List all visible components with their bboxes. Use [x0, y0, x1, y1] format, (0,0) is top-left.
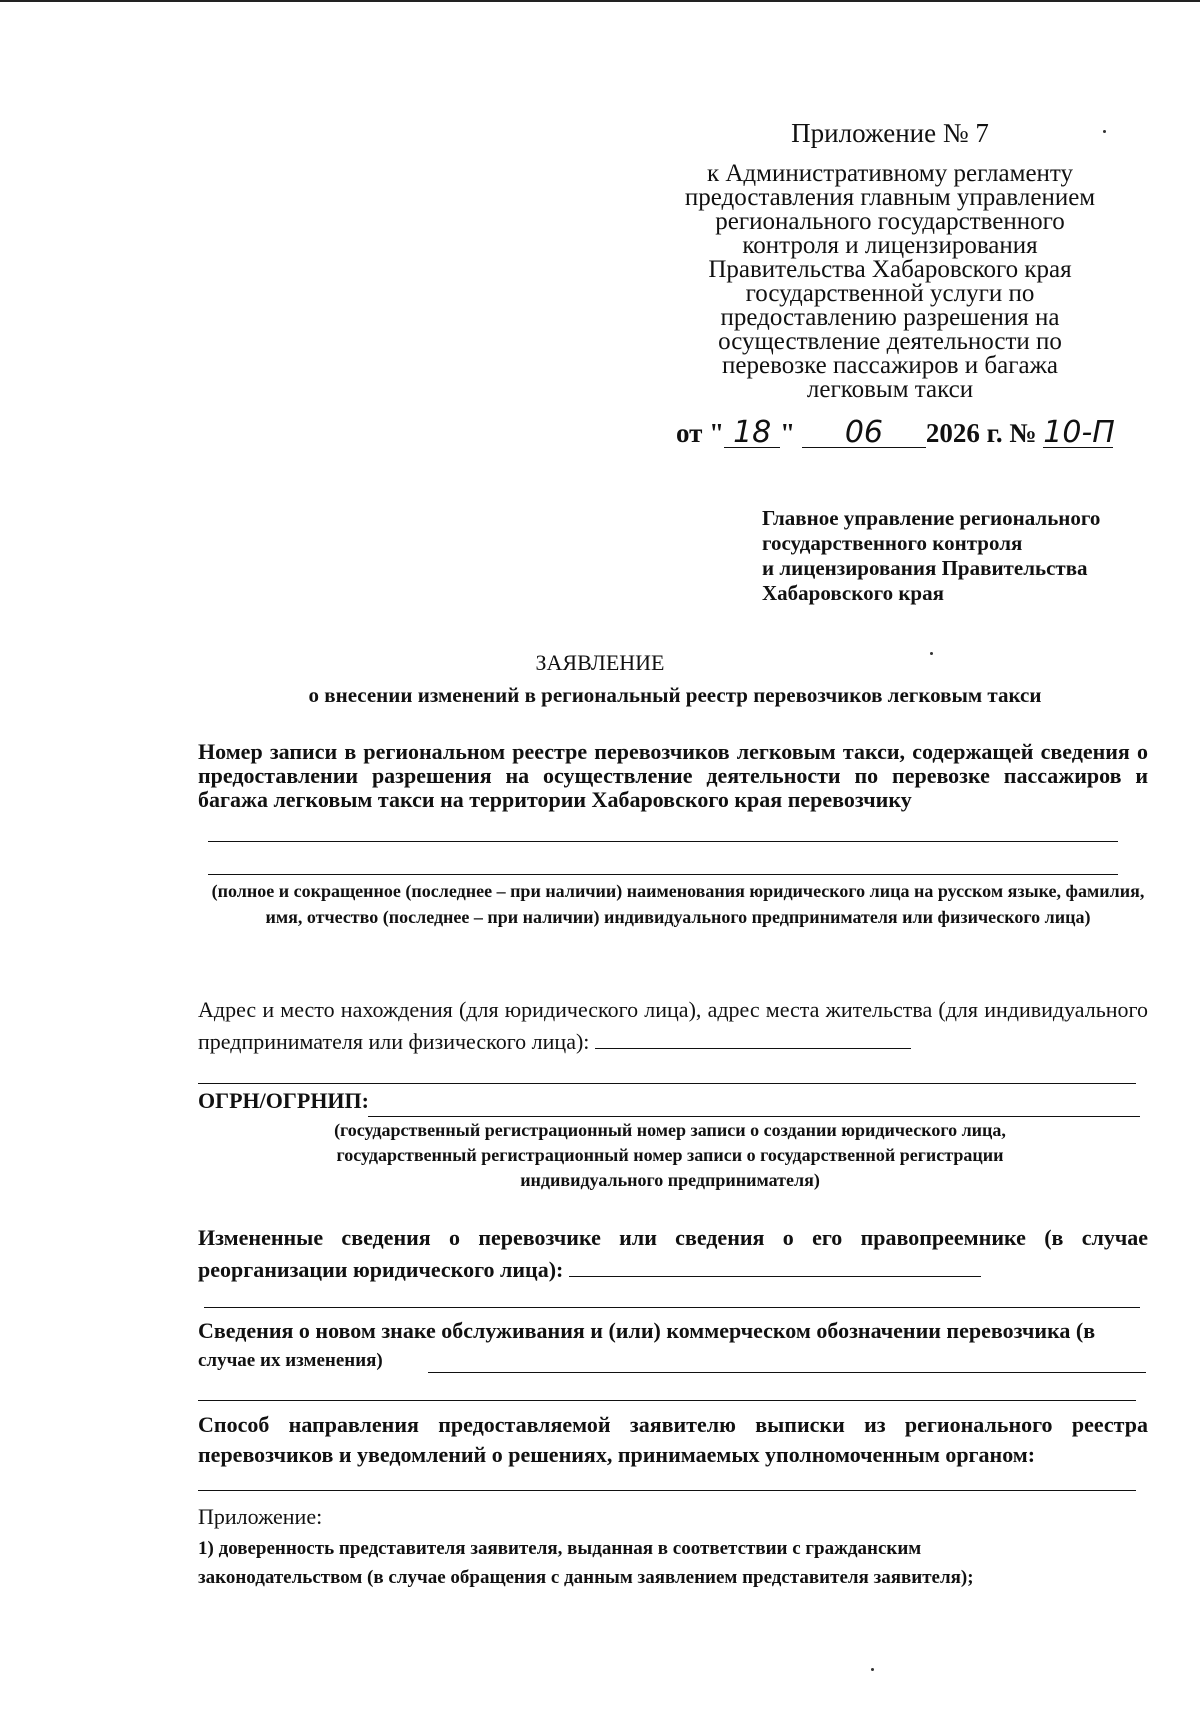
addressee-line: Хабаровского края [762, 581, 944, 605]
ogrn-fill-line[interactable] [368, 1116, 1140, 1117]
scan-edge [0, 0, 1200, 2]
method-fill-line[interactable] [198, 1490, 1136, 1491]
annex-line: регионального государственного [715, 208, 1065, 235]
ogrn-label: ОГРН/ОГРНИП: [198, 1088, 369, 1113]
changed-paragraph [198, 1222, 1148, 1286]
attachment-item-1a: 1) доверенность представителя заявителя, выданная в соответствии с гражданским [198, 1538, 922, 1559]
changed-text: Измененные сведения о перевозчике или сведения о его правопреемнике (в случае реорганизации юридического лица): [198, 1225, 1148, 1282]
mark-fill-line[interactable] [198, 1400, 1136, 1401]
address-fill-inline[interactable] [595, 1028, 911, 1049]
annex-line: к Административному регламенту [706, 160, 1074, 187]
name-caption: (полное и сокращенное (последнее – при наличии) наименования юридического лица на русском языке, фамилия, имя, отчество (последнее – при наличии) индивидуального предпринимателя или физического лица) [211, 881, 1145, 927]
changed-fill-inline[interactable] [569, 1256, 981, 1277]
address-text: Адрес и место нахождения (для юридического лица), адрес места жительства (для индивидуального предпринимателя или физического лица): [198, 997, 1148, 1054]
document-title: ЗАЯВЛЕНИЕ [535, 650, 665, 675]
ogrn-caption: (государственный регистрационный номер записи о создании юридического лица, государственный регистрационный номер записи о государственной регистрации индивидуального предпринимателя) [334, 1120, 1006, 1190]
scan-speck [930, 652, 933, 655]
addressee-line: государственного контроля [762, 531, 1023, 555]
mark-paragraph-line1: Сведения о новом знаке обслуживания и (или) коммерческом обозначении перевозчика (в [198, 1318, 1096, 1343]
order-number: 10-П [1043, 415, 1115, 450]
date-mid: " [780, 418, 796, 448]
annex-lines [640, 162, 1140, 402]
scan-speck [1103, 130, 1106, 133]
addressee-line: и лицензирования Правительства [762, 556, 1088, 580]
changed-fill-line[interactable] [204, 1307, 1140, 1308]
date-prefix: от " [676, 418, 725, 448]
annex-line: государственной услуги по [745, 280, 1035, 307]
mark-paragraph-line2: случае их изменения) [198, 1350, 383, 1371]
record-fill-line[interactable] [208, 841, 1118, 842]
address-paragraph [198, 994, 1148, 1058]
annex-title: Приложение № 7 [791, 118, 989, 148]
annex-line: предоставления главным управлением [684, 184, 1096, 211]
addressee-line: Главное управление регионального [762, 506, 1101, 530]
mark-fill-inline[interactable] [428, 1372, 1146, 1373]
annex-line: Правительства Хабаровского края [708, 256, 1072, 283]
annex-line: контроля и лицензирования [742, 232, 1038, 259]
document-subtitle: о внесении изменений в региональный реестр перевозчиков легковым такси [308, 683, 1042, 707]
annex-line: перевозке пассажиров и багажа [722, 352, 1058, 379]
attachment-label: Приложение: [198, 1504, 323, 1529]
scan-speck [871, 1668, 874, 1671]
address-fill-line[interactable] [198, 1083, 1136, 1084]
attachment-item-1b: законодательством (в случае обращения с данным заявлением представителя заявителя); [198, 1567, 974, 1588]
annex-line: предоставлению разрешения на [720, 304, 1060, 331]
date-day: 18 [724, 419, 780, 448]
annex-line: осуществление деятельности по [718, 328, 1062, 355]
addressee [762, 506, 1182, 606]
annex-line: легковым такси [806, 376, 974, 403]
record-paragraph: Номер записи в региональном реестре перевозчиков легковым такси, содержащей сведения о предоставлении разрешения на осуществление деятельности по перевозке пассажиров и багажа легковым такси на территории Хабаровского края перевозчику [198, 739, 1148, 812]
date-month: 06 [802, 419, 926, 448]
date-year: 2026 г. № [925, 418, 1037, 448]
method-paragraph: Способ направления предоставляемой заявителю выписки из регионального реестра перевозчиков и уведомлений о решениях, принимаемых уполномоченным органом: [198, 1412, 1148, 1467]
name-fill-line[interactable] [208, 874, 1118, 875]
order-date-row [676, 415, 1115, 450]
